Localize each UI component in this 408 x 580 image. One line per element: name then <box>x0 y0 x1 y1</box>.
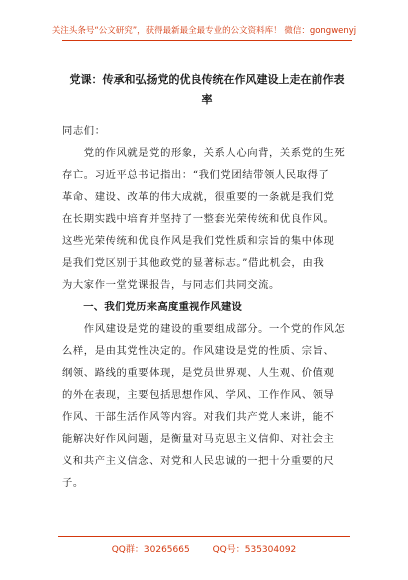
paragraph-line: 作风建设是党的建设的重要组成部分。一个党的作风怎 <box>62 323 346 335</box>
qq-group-number: QQ群：30265665 <box>111 545 190 555</box>
paragraph-line: 纲领、路线的重要体现，是党员世界观、人生观、价值观 <box>62 367 335 379</box>
paragraph-line: 为大家作一堂党课报告，与同志们共同交流。 <box>62 279 280 291</box>
paragraph-line: 在长期实践中培育并坚持了一整套光荣传统和优良作风。 <box>62 213 335 225</box>
paragraph-line: 革命、建设、改革的伟大成就，很重要的一条就是我们党 <box>62 191 335 203</box>
document-body <box>62 120 346 494</box>
header-divider <box>62 40 352 41</box>
footer <box>0 542 408 555</box>
title-line: 率 <box>201 93 213 106</box>
title-line: 党课：传承和弘扬党的优良传统在作风建设上走在前作表 <box>69 73 345 86</box>
header-banner: 关注头条号“公文研究”，获得最新最全最专业的公文资料库！ 微信：gongwenyj <box>51 26 357 36</box>
paragraph-line: 能解决好作风问题，是衡量对马克思主义信仰、对社会主 <box>62 433 335 445</box>
paragraph-line: 子。 <box>62 477 84 489</box>
document-title <box>62 70 352 110</box>
footer-divider <box>58 536 350 537</box>
paragraph-line: 的外在表现，主要包括思想作风、学风、工作作风、领导 <box>62 389 335 401</box>
paragraph-line: 存亡。习近平总书记指出：“我们党团结带领人民取得了 <box>62 169 330 181</box>
paragraph-line: 这些光荣传统和优良作风是我们党性质和宗旨的集中体现 <box>62 235 335 247</box>
paragraph-line: 么样，是由其党性决定的。作风建设是党的性质、宗旨、 <box>62 345 335 357</box>
section-heading: 一、我们党历来高度重视作风建设 <box>62 301 243 313</box>
qq-number: QQ号：535304092 <box>212 545 297 555</box>
salutation: 同志们： <box>62 125 106 137</box>
paragraph-line: 是我们党区别于其他政党的显著标志。”借此机会，由我 <box>62 257 325 269</box>
paragraph-line: 党的作风就是党的形象，关系人心向背，关系党的生死 <box>62 147 346 159</box>
paragraph-line: 义和共产主义信念、对党和人民忠诚的一把十分重要的尺 <box>62 455 335 467</box>
paragraph-line: 作风、干部生活作风等内容。对我们共产党人来讲，能不 <box>62 411 335 423</box>
